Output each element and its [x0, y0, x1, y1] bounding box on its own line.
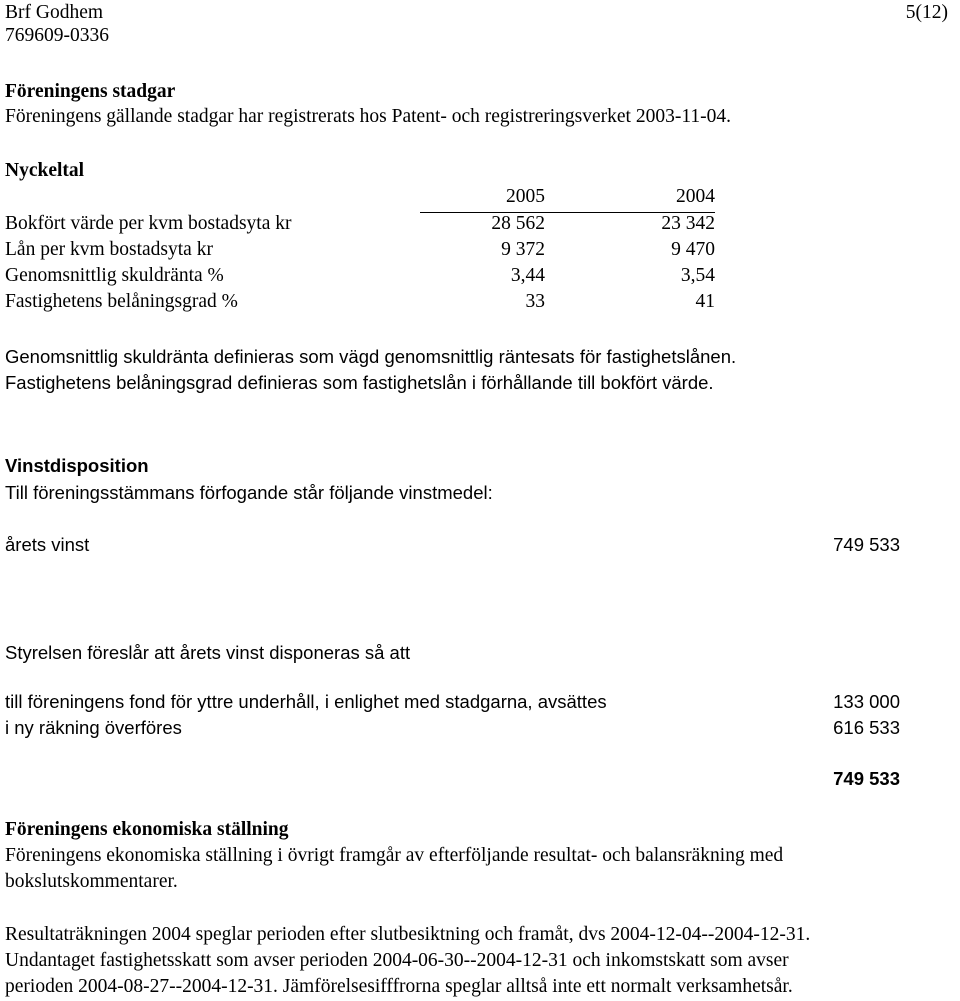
nyckeltal-value-2005: 9 372 — [501, 239, 545, 260]
stadgar-heading: Föreningens stadgar — [5, 81, 176, 102]
arets-vinst-label: årets vinst — [5, 534, 90, 555]
arets-vinst-row — [5, 532, 900, 558]
year-2004: 2004 — [676, 186, 715, 207]
definition-belaningsgrad: Fastighetens belåningsgrad definieras som fastighetslån i förhållande till bokfört värde. — [5, 372, 714, 393]
definition-skuldranta: Genomsnittlig skuldränta definieras som vägd genomsnittlig räntesats för fastighetslånen. — [5, 346, 737, 367]
nyckeltal-value-2004: 3,54 — [680, 265, 715, 286]
nyckeltal-label: Genomsnittlig skuldränta % — [5, 265, 224, 286]
allocation-row — [5, 715, 900, 741]
nyckeltal-label: Fastighetens belåningsgrad % — [5, 291, 238, 312]
note-line: perioden 2004-08-27--2004-12-31. Jämförelsesifffrorna speglar alltså inte ett normalt verksamhetsår. — [5, 976, 793, 997]
ekonomisk-stallning-heading: Föreningens ekonomiska ställning — [5, 819, 289, 840]
page-number: 5(12) — [905, 2, 948, 23]
org-number: 769609-0336 — [5, 25, 109, 46]
nyckeltal-row — [5, 237, 715, 263]
proposal-text: Styrelsen föreslår att årets vinst disponeras så att — [5, 642, 411, 663]
nyckeltal-label: Bokfört värde per kvm bostadsyta kr — [5, 213, 292, 234]
nyckeltal-label: Lån per kvm bostadsyta kr — [5, 239, 213, 260]
nyckeltal-value-2004: 23 342 — [661, 213, 715, 234]
arets-vinst-value: 749 533 — [833, 534, 900, 555]
note-line: Undantaget fastighetsskatt som avser perioden 2004-06-30--2004-12-31 och inkomstskatt som avser — [5, 950, 789, 971]
note-line: Resultaträkningen 2004 speglar perioden efter slutbesiktning och framåt, dvs 2004-12-04--2004-12-31. — [5, 924, 811, 945]
nyckeltal-value-2004: 9 470 — [671, 239, 715, 260]
nyckeltal-value-2005: 3,44 — [510, 265, 545, 286]
year-2005: 2005 — [506, 186, 545, 207]
nyckeltal-heading: Nyckeltal — [5, 160, 85, 181]
allocation-label: till föreningens fond för yttre underhåll, i enlighet med stadgarna, avsättes — [5, 691, 607, 712]
vinstdisposition-intro: Till föreningsstämmans förfogande står följande vinstmedel: — [5, 482, 493, 503]
total-value: 749 533 — [833, 768, 900, 789]
stadgar-text: Föreningens gällande stadgar har registrerats hos Patent- och registreringsverket 2003-11-04. — [5, 106, 731, 127]
ekonomisk-stallning-line: bokslutskommentarer. — [5, 871, 178, 892]
ekonomisk-stallning-line: Föreningens ekonomiska ställning i övrigt framgår av efterföljande resultat- och balansräkning med — [5, 845, 784, 866]
nyckeltal-year-header — [420, 184, 715, 213]
org-name: Brf Godhem — [5, 2, 104, 23]
nyckeltal-row — [5, 263, 715, 289]
total-row — [5, 766, 900, 792]
nyckeltal-row — [5, 211, 715, 237]
nyckeltal-row — [5, 289, 715, 315]
allocation-value: 133 000 — [833, 691, 900, 712]
allocation-label: i ny räkning överföres — [5, 717, 182, 738]
nyckeltal-value-2005: 33 — [525, 291, 545, 312]
nyckeltal-value-2004: 41 — [695, 291, 715, 312]
allocation-row — [5, 689, 900, 715]
allocation-value: 616 533 — [833, 717, 900, 738]
vinstdisposition-heading: Vinstdisposition — [5, 455, 149, 476]
nyckeltal-value-2005: 28 562 — [491, 213, 545, 234]
